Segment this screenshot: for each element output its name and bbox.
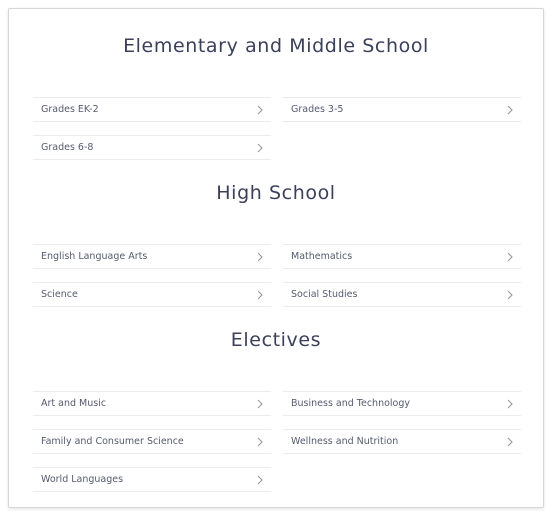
chevron-right-icon: [505, 399, 515, 409]
section-title-electives: Electives: [230, 329, 322, 351]
catalog-card: [8, 8, 544, 508]
link-label: Grades 3-5: [291, 104, 344, 115]
link-label: Science: [41, 289, 78, 300]
link-business-and-technology[interactable]: [283, 391, 521, 416]
link-grades-ek-2[interactable]: [33, 97, 271, 122]
link-label: Grades EK-2: [41, 104, 99, 115]
link-label: Grades 6-8: [41, 142, 94, 153]
link-social-studies[interactable]: [283, 282, 521, 307]
section-title-high-school: High School: [216, 182, 336, 204]
chevron-right-icon: [505, 105, 515, 115]
link-label: English Language Arts: [41, 251, 148, 262]
link-label: Family and Consumer Science: [41, 436, 184, 447]
link-label: Art and Music: [41, 398, 107, 409]
link-label: Business and Technology: [291, 398, 411, 409]
link-grades-6-8[interactable]: [33, 135, 271, 160]
link-label: Mathematics: [291, 251, 353, 262]
chevron-right-icon: [255, 143, 265, 153]
link-art-and-music[interactable]: [33, 391, 271, 416]
link-family-and-consumer-science[interactable]: [33, 429, 271, 454]
chevron-right-icon: [255, 290, 265, 300]
chevron-right-icon: [505, 252, 515, 262]
link-science[interactable]: [33, 282, 271, 307]
link-english-language-arts[interactable]: [33, 244, 271, 269]
link-wellness-and-nutrition[interactable]: [283, 429, 521, 454]
link-world-languages[interactable]: [33, 467, 271, 492]
chevron-right-icon: [255, 399, 265, 409]
section-title-elementary-middle: Elementary and Middle School: [123, 35, 429, 57]
link-label: World Languages: [41, 474, 124, 485]
link-label: Social Studies: [291, 289, 358, 300]
chevron-right-icon: [505, 437, 515, 447]
chevron-right-icon: [255, 252, 265, 262]
chevron-right-icon: [505, 290, 515, 300]
link-grades-3-5[interactable]: [283, 97, 521, 122]
chevron-right-icon: [255, 437, 265, 447]
chevron-right-icon: [255, 475, 265, 485]
chevron-right-icon: [255, 105, 265, 115]
link-mathematics[interactable]: [283, 244, 521, 269]
link-label: Wellness and Nutrition: [291, 436, 399, 447]
